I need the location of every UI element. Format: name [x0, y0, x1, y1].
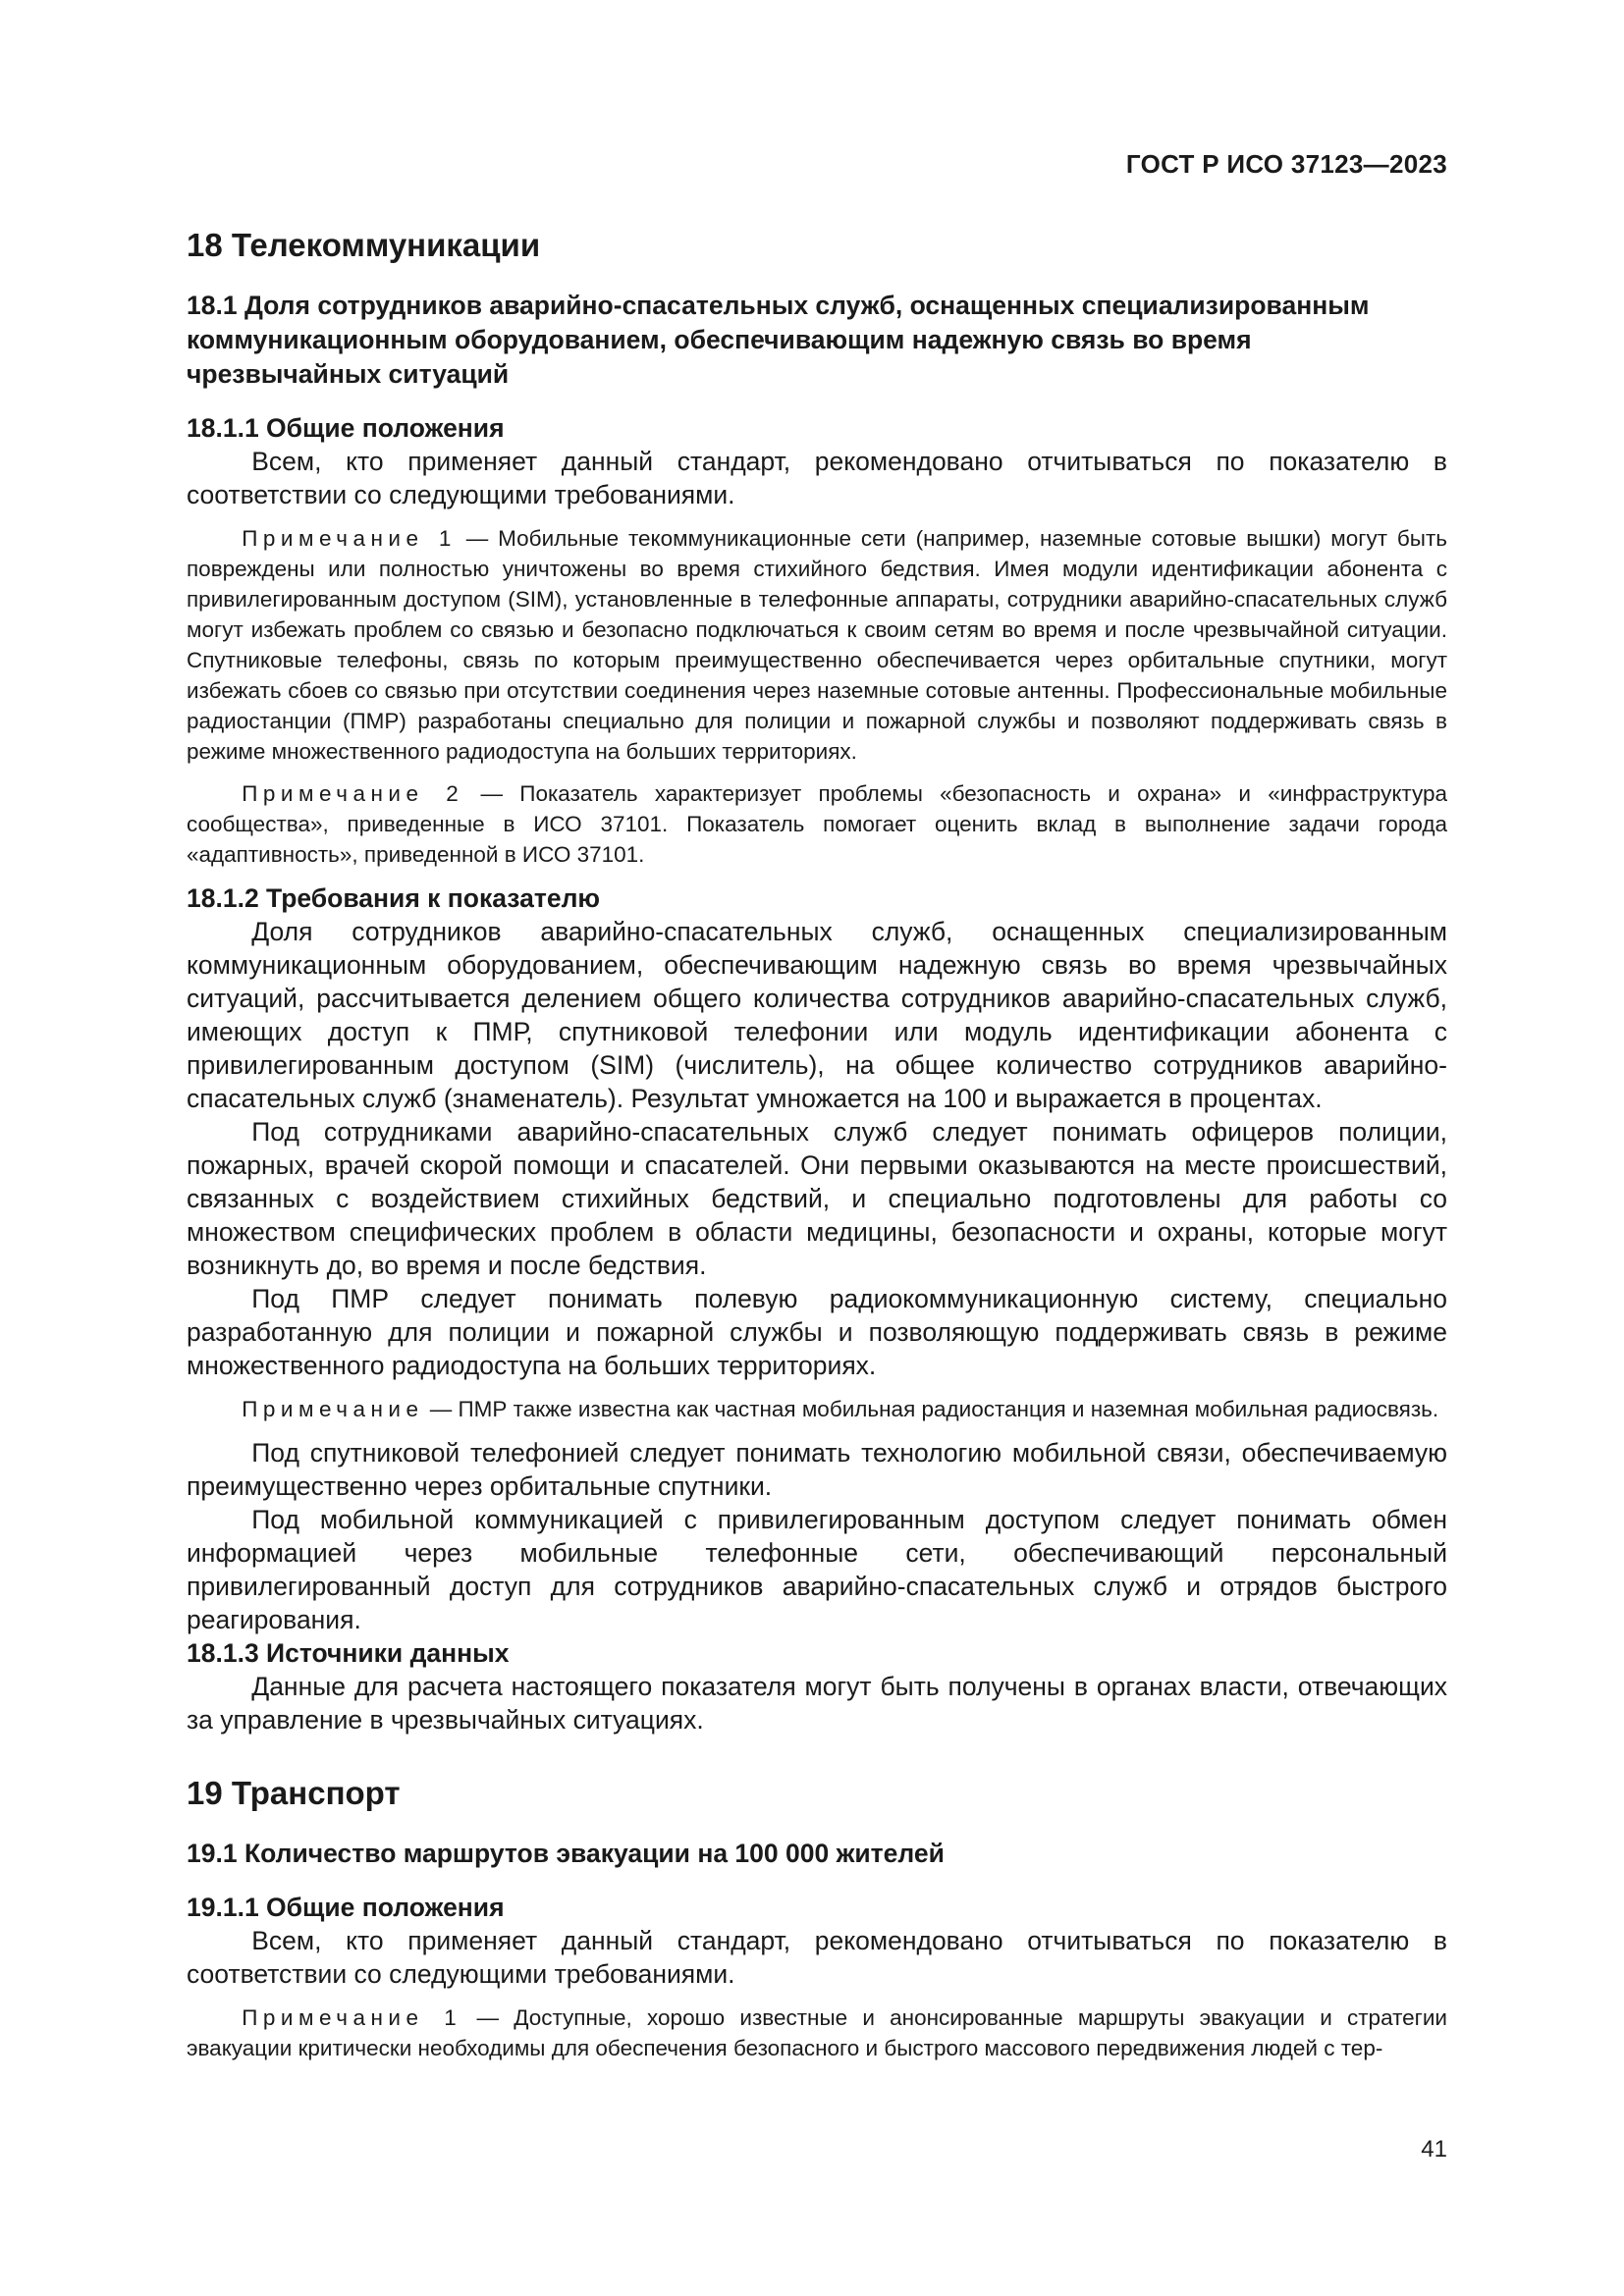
paragraph-18-1-2-c: Под ПМР следует понимать полевую радиокоммуникационную систему, специально разработанную для полиции и пожарной службы и позволяющую поддерживать связь в режиме множественного радиодоступа на больших территориях.: [187, 1284, 1447, 1380]
standard-code-header: ГОСТ Р ИСО 37123—2023: [1125, 149, 1447, 179]
section-18-heading: 18 Телекоммуникации: [187, 227, 541, 263]
note-18-1-1-2: [187, 778, 1447, 870]
note-text: — Показатель характеризует проблемы «безопасность и охрана» и «инфраструктура сообщества», приведенные в ИСО 37101. Показатель помогает оценить вклад в выполнение задачи города «адаптивность», приведенной в ИСО 37101.: [187, 781, 1447, 867]
section-18-1-3-heading: 18.1.3 Источники данных: [187, 1638, 510, 1668]
note-label: Примечание: [242, 1397, 424, 1421]
paragraph-18-1-2-b: Под сотрудниками аварийно-спасательных служб следует понимать офицеров полиции, пожарных, врачей скорой помощи и спасателей. Они первыми оказываются на месте происшествий, связанных с воздействием стихийных бедствий, и специально подготовлены для работы со множеством специфических проблем в области медицины, безопасности и охраны, которые могут возникнуть до, во время и после бедствия.: [187, 1117, 1447, 1280]
note-label: Примечание 1: [242, 526, 457, 551]
section-19-1-heading: 19.1 Количество маршрутов эвакуации на 100 000 жителей: [187, 1839, 945, 1868]
note-text: — ПМР также известна как частная мобильная радиостанция и наземная мобильная радиосвязь.: [423, 1397, 1439, 1421]
section-18-1-heading: 18.1 Доля сотрудников аварийно-спасательных служб, оснащенных специализированным коммуникационным оборудованием, обеспечивающим надежную связь во время чрезвычайных ситуаций: [187, 291, 1370, 389]
note-18-1-2: [187, 1394, 1447, 1424]
page-content: [187, 224, 1447, 2075]
paragraph-18-1-1: Всем, кто применяет данный стандарт, рекомендовано отчитываться по показателю в соответствии со следующими требованиями.: [187, 447, 1447, 509]
note-18-1-1-1: [187, 523, 1447, 767]
note-text: — Доступные, хорошо известные и анонсированные маршруты эвакуации и стратегии эвакуации критически необходимы для обеспечения безопасного и быстрого массового передвижения людей с тер-: [187, 2005, 1448, 2060]
paragraph-19-1-1: Всем, кто применяет данный стандарт, рекомендовано отчитываться по показателю в соответствии со следующими требованиями.: [187, 1926, 1447, 1989]
section-19-1-1-heading: 19.1.1 Общие положения: [187, 1893, 505, 1922]
section-18-1-1-heading: 18.1.1 Общие положения: [187, 413, 505, 443]
paragraph-18-1-2-e: Под мобильной коммуникацией с привилегированным доступом следует понимать обмен информацией через мобильные телефонные сети, обеспечивающий персональный привилегированный доступ для сотрудников аварийно-спасательных служб и отрядов быстрого реагирования.: [187, 1505, 1447, 1634]
section-18-1-2-heading: 18.1.2 Требования к показателю: [187, 883, 601, 913]
paragraph-18-1-2-a: Доля сотрудников аварийно-спасательных служб, оснащенных специализированным коммуникационным оборудованием, обеспечивающим надежную связь во время чрезвычайных ситуаций, рассчитывается делением общего количества сотрудников аварийно-спасательных служб, имеющих доступ к ПМР, спутниковой телефонии или модуль идентификации абонента с привилегированным доступом (SIM) (числитель), на общее количество сотрудников аварийно-спасательных служб (знаменатель). Результат умножается на 100 и выражается в процентах.: [187, 917, 1447, 1113]
note-text: — Мобильные текоммуникационные сети (например, наземные сотовые вышки) могут быть повреждены или полностью уничтожены во время стихийного бедствия. Имея модули идентификации абонента с привилегированным доступом (SIM), установленные в телефонные аппараты, сотрудники аварийно-спасательных служб могут избежать проблем со связью и безопасно подключаться к своим сетям во время и после чрезвычайной ситуации. Спутниковые телефоны, связь по которым преимущественно обеспечивается через орбитальные спутники, могут избежать сбоев со связью при отсутствии соединения через наземные сотовые антенны. Профессиональные мобильные радиостанции (ПМР) разработаны специально для полиции и пожарной службы и позволяют поддерживать связь в режиме множественного радиодоступа на больших территориях.: [187, 526, 1448, 764]
note-label: Примечание 2: [242, 781, 464, 806]
paragraph-18-1-3: Данные для расчета настоящего показателя могут быть получены в органах власти, отвечающих за управление в чрезвычайных ситуациях.: [187, 1672, 1447, 1735]
page-number: 41: [1421, 2136, 1447, 2163]
paragraph-18-1-2-d: Под спутниковой телефонией следует понимать технологию мобильной связи, обеспечиваемую преимущественно через орбитальные спутники.: [187, 1438, 1447, 1501]
note-19-1-1-1: [187, 2002, 1447, 2063]
note-label: Примечание 1: [242, 2005, 462, 2030]
section-19-heading: 19 Транспорт: [187, 1775, 401, 1811]
